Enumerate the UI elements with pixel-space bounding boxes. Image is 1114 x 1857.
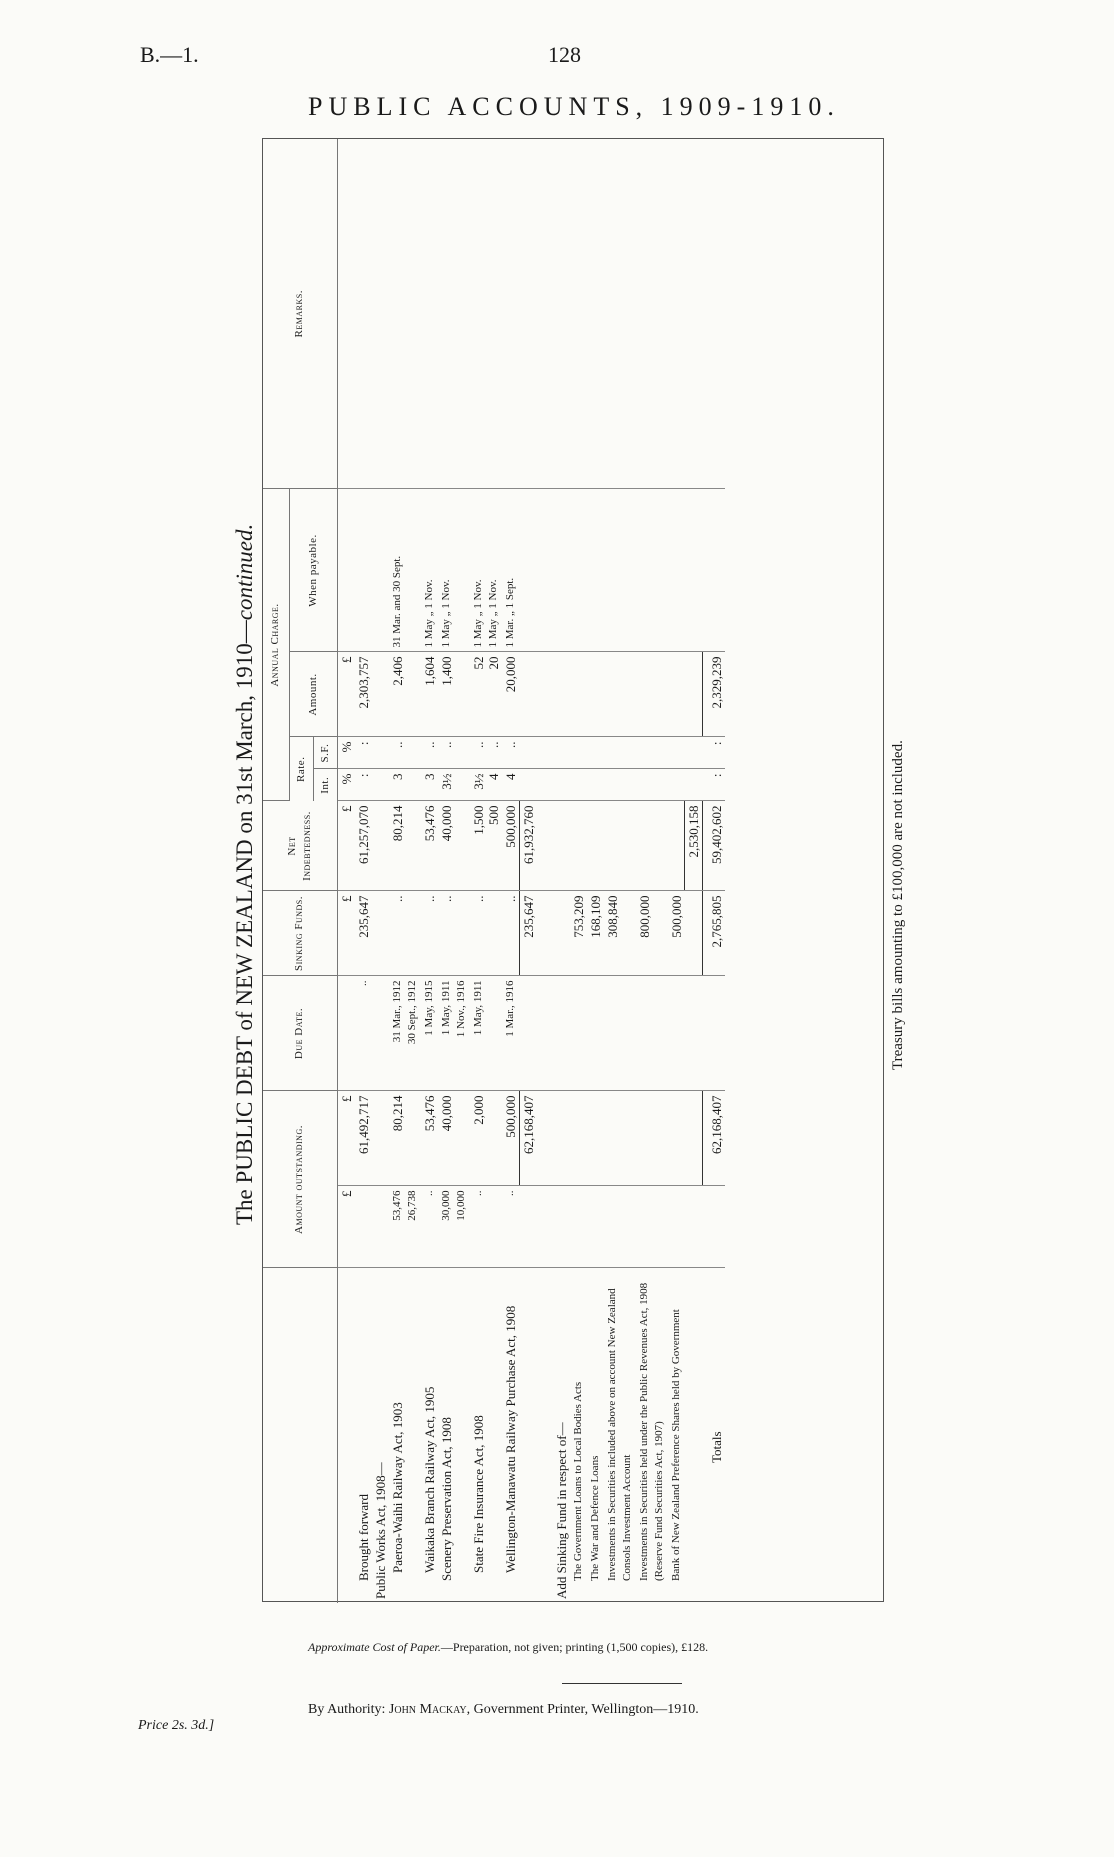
cell-int: 3½ xyxy=(438,769,470,801)
table-row xyxy=(372,139,389,1603)
sinking-fund-intro-row xyxy=(553,139,570,1603)
header-remarks: Remarks. xyxy=(263,139,337,489)
cell-sinking: .. xyxy=(389,891,421,976)
cell-amount: 1,604 xyxy=(421,652,438,737)
totals-amount: 2,329,239 xyxy=(703,652,726,737)
sinking-fund-value: 308,840 xyxy=(604,891,636,976)
subtotal-sinking: 235,647 xyxy=(519,891,537,976)
cell-due: 1 May, 1911 xyxy=(470,976,502,1091)
subtotal-net: 61,932,760 xyxy=(519,801,537,891)
sinking-net-row xyxy=(685,139,703,1603)
sinking-fund-row xyxy=(570,139,587,1603)
subtotal-total: 62,168,407 xyxy=(519,1091,537,1186)
footer-divider xyxy=(562,1683,682,1684)
cell-int: 4 xyxy=(502,769,520,801)
sinking-fund-value: 753,209 xyxy=(570,891,587,976)
cell-due: 31 Mar., 1912 30 Sept., 1912 xyxy=(389,976,421,1091)
cell-when: 1 Mar. „ 1 Sept. xyxy=(502,489,520,652)
cell-sinking: .. xyxy=(502,891,520,976)
sinking-fund-row xyxy=(636,139,668,1603)
table-caption xyxy=(232,524,258,1225)
sinking-fund-label: The Government Loans to Local Bodies Acts xyxy=(571,1381,584,1581)
header-annual-charge: Annual Charge. xyxy=(263,489,289,801)
cell-due: 1 Mar., 1916 xyxy=(502,976,520,1091)
cell-net: 53,476 xyxy=(421,801,438,891)
cell-sinking: 235,647 xyxy=(355,891,372,976)
sinking-fund-label: Bank of New Zealand Preference Shares held by Government xyxy=(669,1309,682,1581)
sinking-net-total: 2,530,158 xyxy=(685,801,703,891)
table-row xyxy=(421,139,438,1603)
header-when-payable: When payable. xyxy=(289,489,337,652)
cost-label: Approximate Cost of Paper. xyxy=(308,1640,441,1654)
cell-sf: .. xyxy=(502,737,520,769)
treasury-note: Treasury bills amounting to £100,000 are not included. xyxy=(890,740,906,1070)
totals-net: 59,402,602 xyxy=(703,801,726,891)
cell-net xyxy=(372,801,389,891)
authority-name: John Mackay xyxy=(388,1702,467,1717)
totals-label: Totals xyxy=(708,1431,724,1463)
cell-amount: 2,303,757 xyxy=(355,652,372,737)
cell-int: 3½ 4 xyxy=(470,769,502,801)
header-net-indebtedness: Net Indebtedness. xyxy=(263,801,337,891)
cell-net: 1,500 500 xyxy=(470,801,502,891)
cell-net: 500,000 xyxy=(502,801,520,891)
document-reference: B.—1. xyxy=(140,42,199,67)
table-row xyxy=(355,139,372,1603)
cell-net: 80,214 xyxy=(389,801,421,891)
table-row xyxy=(389,139,421,1603)
cell-sub: 30,000 10,000 xyxy=(438,1186,470,1268)
unit-percent: % xyxy=(337,769,355,801)
cell-sf: : xyxy=(355,737,372,769)
cell-amount xyxy=(372,652,389,737)
cell-amount: 20,000 xyxy=(502,652,520,737)
cell-total: 2,000 xyxy=(470,1091,502,1186)
authority-suffix: , Government Printer, Wellington—1910. xyxy=(466,1702,699,1717)
cell-net: 40,000 xyxy=(438,801,470,891)
cell-sf: .. xyxy=(421,737,438,769)
authority-line xyxy=(308,1702,699,1718)
cell-sinking: .. xyxy=(470,891,502,976)
cell-when xyxy=(355,489,372,652)
cell-when: 1 May „ 1 Nov. xyxy=(438,489,470,652)
sinking-fund-label: Investments in Securities included above on account New Zealand Consols Investment Account xyxy=(605,1288,633,1581)
cell-sub: .. xyxy=(502,1186,520,1268)
cost-text: —Preparation, not given; printing (1,500 copies), £128. xyxy=(440,1640,709,1654)
cell-due: .. xyxy=(355,976,372,1091)
cell-total xyxy=(372,1091,389,1186)
cell-label: Brought forward xyxy=(355,1493,371,1581)
totals-total: 62,168,407 xyxy=(703,1091,726,1186)
cell-int: 3 xyxy=(389,769,421,801)
cell-sf: .. xyxy=(438,737,470,769)
header-description xyxy=(263,1268,337,1603)
header-sinking-funds: Sinking Funds. xyxy=(263,891,337,976)
cell-amount: 1,400 xyxy=(438,652,470,737)
cell-int: : xyxy=(355,769,372,801)
header-amount: Amount. xyxy=(289,652,337,737)
debt-table-frame xyxy=(262,138,884,1602)
sinking-fund-row xyxy=(668,139,685,1603)
cell-when xyxy=(372,489,389,652)
table-row xyxy=(502,139,520,1603)
cost-of-paper xyxy=(308,1640,708,1655)
cell-total: 500,000 xyxy=(502,1091,520,1186)
cell-total: 40,000 xyxy=(438,1091,470,1186)
cell-due xyxy=(372,976,389,1091)
sinking-fund-row xyxy=(604,139,636,1603)
cell-sub xyxy=(372,1186,389,1268)
unit-pound: £ xyxy=(337,1186,355,1268)
header-amount-outstanding: Amount outstanding. xyxy=(263,1091,337,1268)
sinking-fund-value: 800,000 xyxy=(636,891,668,976)
cell-when: 1 May „ 1 Nov. 1 May „ 1 Nov. xyxy=(470,489,502,652)
cell-amount: 2,406 xyxy=(389,652,421,737)
header-int: Int. xyxy=(313,769,337,801)
unit-pound: £ xyxy=(337,652,355,737)
unit-pound: £ xyxy=(337,801,355,891)
sinking-fund-intro: Add Sinking Fund in respect of— xyxy=(553,1422,569,1599)
cell-sinking: .. xyxy=(438,891,470,976)
unit-pound: £ xyxy=(337,891,355,976)
sinking-fund-row xyxy=(587,139,604,1603)
cell-due: 1 May, 1915 xyxy=(421,976,438,1091)
header-sf: S.F. xyxy=(313,737,337,769)
cell-label: Public Works Act, 1908— xyxy=(372,1462,388,1599)
cell-sub xyxy=(355,1186,372,1268)
units-row xyxy=(337,139,355,1603)
cell-total: 53,476 xyxy=(421,1091,438,1186)
table-row xyxy=(438,139,470,1603)
totals-row: Totals 62,168,407 2,765,805 59,402,602 : : 2,329,239 xyxy=(703,139,726,1603)
cell-when: 31 Mar. and 30 Sept. xyxy=(389,489,421,652)
cell-sinking: .. xyxy=(421,891,438,976)
page-title: PUBLIC ACCOUNTS, 1909-1910. xyxy=(308,92,840,121)
rotated-table-container xyxy=(263,139,885,1603)
table-row xyxy=(470,139,502,1603)
cell-sf: .. .. xyxy=(470,737,502,769)
cell-sinking xyxy=(372,891,389,976)
cell-label: Wellington-Manawatu Railway Purchase Act, 1908 xyxy=(502,1305,518,1573)
cell-label: Waikaka Branch Railway Act, 1905 xyxy=(421,1386,437,1573)
authority-prefix: By Authority: xyxy=(308,1702,389,1717)
cell-int: 3 xyxy=(421,769,438,801)
cell-due: 1 May, 1911 1 Nov., 1916 xyxy=(438,976,470,1091)
cell-total: 80,214 xyxy=(389,1091,421,1186)
sinking-fund-value: 168,109 xyxy=(587,891,604,976)
cell-label: State Fire Insurance Act, 1908 xyxy=(470,1415,486,1573)
price: Price 2s. 3d.] xyxy=(138,1718,215,1733)
cell-amount: 52 20 xyxy=(470,652,502,737)
sinking-fund-body xyxy=(570,139,685,1603)
totals-sinking: 2,765,805 xyxy=(703,891,726,976)
header-due-date: Due Date. xyxy=(263,976,337,1091)
cell-when: 1 May „ 1 Nov. xyxy=(421,489,438,652)
unit-pound: £ xyxy=(337,1091,355,1186)
header-rate: Rate. xyxy=(289,737,313,801)
cell-label: Scenery Preservation Act, 1908 xyxy=(438,1417,454,1581)
sinking-fund-label: Investments in Securities held under the Public Revenues Act, 1908 (Reserve Fund Securities Act, 1907) xyxy=(637,1282,665,1581)
cell-sub: 53,476 26,738 xyxy=(389,1186,421,1268)
cell-label: Paeroa-Waihi Railway Act, 1903 xyxy=(389,1402,405,1573)
sinking-fund-value: 500,000 xyxy=(668,891,685,976)
cell-sub: .. xyxy=(470,1186,502,1268)
cell-net: 61,257,070 xyxy=(355,801,372,891)
cell-int xyxy=(372,769,389,801)
cell-total: 61,492,717 xyxy=(355,1091,372,1186)
subtotal-row xyxy=(519,139,537,1603)
cell-sf: .. xyxy=(389,737,421,769)
caption-continued: continued. xyxy=(232,523,257,621)
cell-sf xyxy=(372,737,389,769)
page-number: 128 xyxy=(548,42,581,67)
cell-sub: .. xyxy=(421,1186,438,1268)
table-body xyxy=(355,139,520,1603)
public-debt-table xyxy=(263,139,725,1603)
caption-main: The PUBLIC DEBT of NEW ZEALAND on 31st March, 1910— xyxy=(232,620,257,1225)
sinking-fund-label: The War and Defence Loans xyxy=(588,1455,601,1581)
unit-percent: % xyxy=(337,737,355,769)
